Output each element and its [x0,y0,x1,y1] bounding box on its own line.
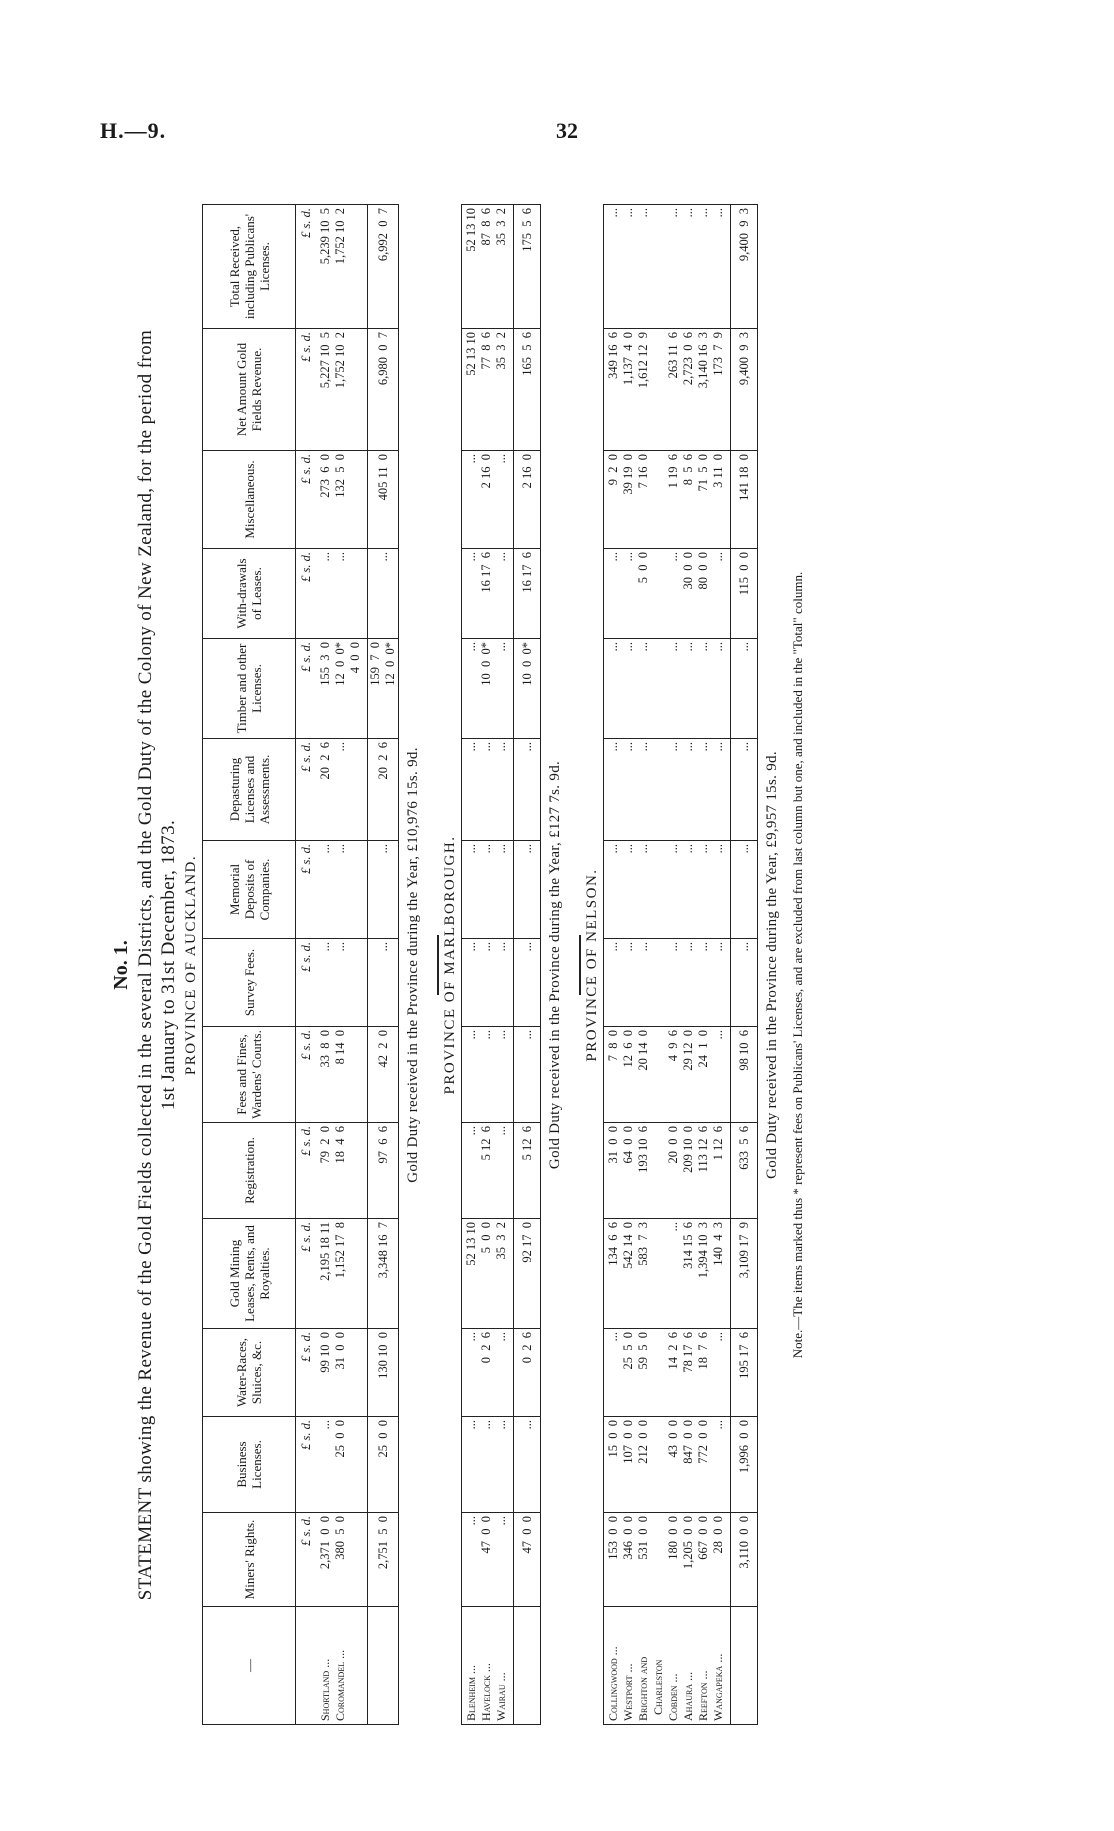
total-cell: 195 17 6 [731,1329,758,1417]
district-names: Shortland ... Coromandel ... [316,1607,368,1725]
units-cell: £ s. d. [296,549,317,639]
district-rows [462,205,514,1725]
province-nelson-heading: PROVINCE OF NELSON. [584,868,600,1062]
col-header: — [203,1607,296,1725]
data-cell: ... 5 12 6 ... [462,1123,514,1219]
total-cell: 3,348 16 7 [368,1219,399,1329]
document-code: H.—9. [100,118,167,143]
data-cell: ... 10 0 0* ... [462,639,514,739]
district-rows [604,205,731,1725]
district-rows [316,205,368,1725]
units-cell: £ s. d. [296,639,317,739]
data-cell: ... ... ... [462,1417,514,1513]
statement-number: No. 1. [110,940,132,990]
col-header: Water-Races, Sluices, &c. [203,1329,296,1417]
province-auckland-heading: PROVINCE OF AUCKLAND. [183,854,199,1076]
total-cell: 9,400 9 3 [731,205,758,329]
data-cell: 5,239 10 5 1,752 10 2 [316,205,368,329]
total-cell: 16 17 6 [514,549,541,639]
total-cell: 115 0 0 [731,549,758,639]
data-cell: ... ... ... ... ... ... ... [604,841,731,939]
data-cell: ... ... ... ... ... ... ... [604,639,731,739]
total-cell: ... [514,939,541,1027]
units-cell: £ s. d. [296,329,317,451]
units-cell: £ s. d. [296,205,317,329]
total-cell: 98 10 6 [731,1027,758,1123]
total-cell: ... [731,939,758,1027]
data-cell: ... ... 5 0 0 ... 30 0 0 80 0 0 ... [604,549,731,639]
footnote: Note.—The items marked thus * represent fees on Publicans' Licenses, and are excluded from last column but one, and included in the "Total" column. [790,571,805,1359]
data-cell: 52 13 10 5 0 0 35 3 2 [462,1219,514,1329]
data-cell: 349 16 6 1,137 4 0 1,612 12 9 263 11 6 2,723 0 6 3,140 16 3 173 7 9 [604,329,731,451]
data-cell: ... 16 17 6 ... [462,549,514,639]
header-row [203,205,296,1725]
data-cell: 31 0 0 64 0 0 193 10 6 20 0 0 209 10 0 113 12 6 1 12 6 [604,1123,731,1219]
col-header: Fees and Fines, Wardens' Courts. [203,1027,296,1123]
col-header: Timber and other Licenses. [203,639,296,739]
col-header: Depasturing Licenses and Assessments. [203,739,296,841]
total-cell: 3,109 17 9 [731,1219,758,1329]
total-cell: 92 17 0 [514,1219,541,1329]
data-cell: 7 8 0 12 6 0 20 14 0 4 9 6 29 12 0 24 1 0 ... [604,1027,731,1123]
data-cell: 52 13 10 77 8 6 35 3 2 [462,329,514,451]
total-cell: ... [368,841,399,939]
total-cell: ... [368,939,399,1027]
total-cell: ... [514,1027,541,1123]
col-header: Total Received, including Publicans' Licenses. [203,205,296,329]
units-row [296,205,317,1725]
col-header: Gold Mining Leases, Rents, and Royalties. [203,1219,296,1329]
data-cell: ... 47 0 0 ... [462,1513,514,1607]
total-cell: 25 0 0 [368,1417,399,1513]
units-cell: £ s. d. [296,1513,317,1607]
data-cell: ... 2 16 0 ... [462,451,514,549]
data-cell: 5,227 10 5 1,752 10 2 [316,329,368,451]
district-names: Collingwood ... Westport ... Brighton and Charleston Cobden ... Ahaura ... Reefton ... Wangapeka ... [604,1607,731,1725]
total-cell: 175 5 6 [514,205,541,329]
total-row [731,205,758,1725]
data-cell: ... ... ... ... ... ... ... [604,205,731,329]
data-cell: 15 0 0 107 0 0 212 0 0 43 0 0 847 0 0 772 0 0 ... [604,1417,731,1513]
units-cell: £ s. d. [296,1123,317,1219]
total-cell: 2 16 0 [514,451,541,549]
total-cell: 9,400 9 3 [731,329,758,451]
data-cell: 2,371 0 0 380 5 0 [316,1513,368,1607]
nelson-gold-duty: Gold Duty received in the Province during the Year, £9,957 15s. 9d. [764,751,780,1179]
total-cell: 5 12 6 [514,1123,541,1219]
units-cell: £ s. d. [296,1219,317,1329]
col-header: Miscellaneous. [203,451,296,549]
data-cell: ... 25 5 0 59 5 0 14 2 6 78 17 6 18 7 6 ... [604,1329,731,1417]
units-cell: £ s. d. [296,451,317,549]
units-cell: £ s. d. [296,1329,317,1417]
data-cell: 20 2 6 ... [316,739,368,841]
data-cell: ... ... [316,549,368,639]
units-cell: £ s. d. [296,939,317,1027]
data-cell: ... 25 0 0 [316,1417,368,1513]
total-cell: 3,110 0 0 [731,1513,758,1607]
data-cell: ... ... ... [462,939,514,1027]
data-cell: ... ... ... [462,739,514,841]
units-cell: £ s. d. [296,739,317,841]
auckland-table [202,204,399,1725]
data-cell: 79 2 0 18 4 6 [316,1123,368,1219]
province-marlborough-heading: PROVINCE OF MARLBOROUGH. [442,835,458,1095]
col-header: With-drawals of Leases. [203,549,296,639]
nelson-table [603,204,758,1725]
total-cell: 42 2 0 [368,1027,399,1123]
statement-title-line1: STATEMENT showing the Revenue of the Gold Fields collected in the several Districts, and the Gold Duty of the Colony of New Zealand, for the period from [135,329,156,1601]
total-cell: 20 2 6 [368,739,399,841]
total-cell: 47 0 0 [514,1513,541,1607]
total-cell: ... [731,841,758,939]
data-cell: ... 0 2 6 ... [462,1329,514,1417]
col-header: Miners' Rights. [203,1513,296,1607]
total-cell: 2,751 5 0 [368,1513,399,1607]
data-cell: ... ... ... [462,841,514,939]
total-cell: ... [731,639,758,739]
total-cell: 633 5 6 [731,1123,758,1219]
data-cell: ... ... ... ... ... ... ... [604,939,731,1027]
statement-title-line2: 1st January to 31st December, 1873. [158,819,179,1111]
data-cell: 273 6 0 132 5 0 [316,451,368,549]
total-cell: ... [368,549,399,639]
total-cell: 10 0 0* [514,639,541,739]
data-cell: 153 0 0 346 0 0 531 0 0 180 0 0 1,205 0 0 667 0 0 28 0 0 [604,1513,731,1607]
col-header: Registration. [203,1123,296,1219]
marlborough-table [461,204,541,1725]
data-cell: 9 2 0 39 19 0 7 16 0 1 19 6 8 5 6 71 5 0 3 11 0 [604,451,731,549]
district-names: Blenheim ... Havelock ... Wairau ... [462,1607,514,1725]
rotated-statement [110,185,950,1745]
units-cell: £ s. d. [296,1027,317,1123]
total-cell: ... [514,1417,541,1513]
total-cell: 141 18 0 [731,451,758,549]
total-row [514,205,541,1725]
col-header: Business Licenses. [203,1417,296,1513]
data-cell: 134 6 6 542 14 0 583 7 3 ... 314 15 6 1,394 10 3 140 4 3 [604,1219,731,1329]
total-cell: ... [731,739,758,841]
col-header: Memorial Deposits of Companies. [203,841,296,939]
total-row [368,205,399,1725]
col-header: Net Amount Gold Fields Revenue. [203,329,296,451]
data-cell: 33 8 0 8 14 0 [316,1027,368,1123]
total-cell: 6,992 0 7 [368,205,399,329]
data-cell: 155 3 0 12 0 0* 4 0 0 [316,639,368,739]
auckland-gold-duty: Gold Duty received in the Province during the Year, £10,976 15s. 9d. [405,747,421,1183]
units-cell: £ s. d. [296,1417,317,1513]
page-number: 32 [556,118,578,143]
col-header: Survey Fees. [203,939,296,1027]
data-cell: ... ... [316,939,368,1027]
total-cell: 6,980 0 7 [368,329,399,451]
data-cell: 52 13 10 87 8 6 35 3 2 [462,205,514,329]
total-cell: 405 11 0 [368,451,399,549]
data-cell: 99 10 0 31 0 0 [316,1329,368,1417]
total-cell: 165 5 6 [514,329,541,451]
data-cell: 2,195 18 11 1,152 17 8 [316,1219,368,1329]
data-cell: ... ... [316,841,368,939]
total-cell: 159 7 0 12 0 0* [368,639,399,739]
data-cell: ... ... ... ... ... ... ... [604,739,731,841]
units-cell: £ s. d. [296,841,317,939]
marlborough-gold-duty: Gold Duty received in the Province during the Year, £127 7s. 9d. [547,760,563,1170]
total-cell: 1,996 0 0 [731,1417,758,1513]
data-cell: ... ... ... [462,1027,514,1123]
total-cell: 97 6 6 [368,1123,399,1219]
total-cell: ... [514,841,541,939]
total-cell: 130 10 0 [368,1329,399,1417]
total-cell: 0 2 6 [514,1329,541,1417]
total-cell: ... [514,739,541,841]
